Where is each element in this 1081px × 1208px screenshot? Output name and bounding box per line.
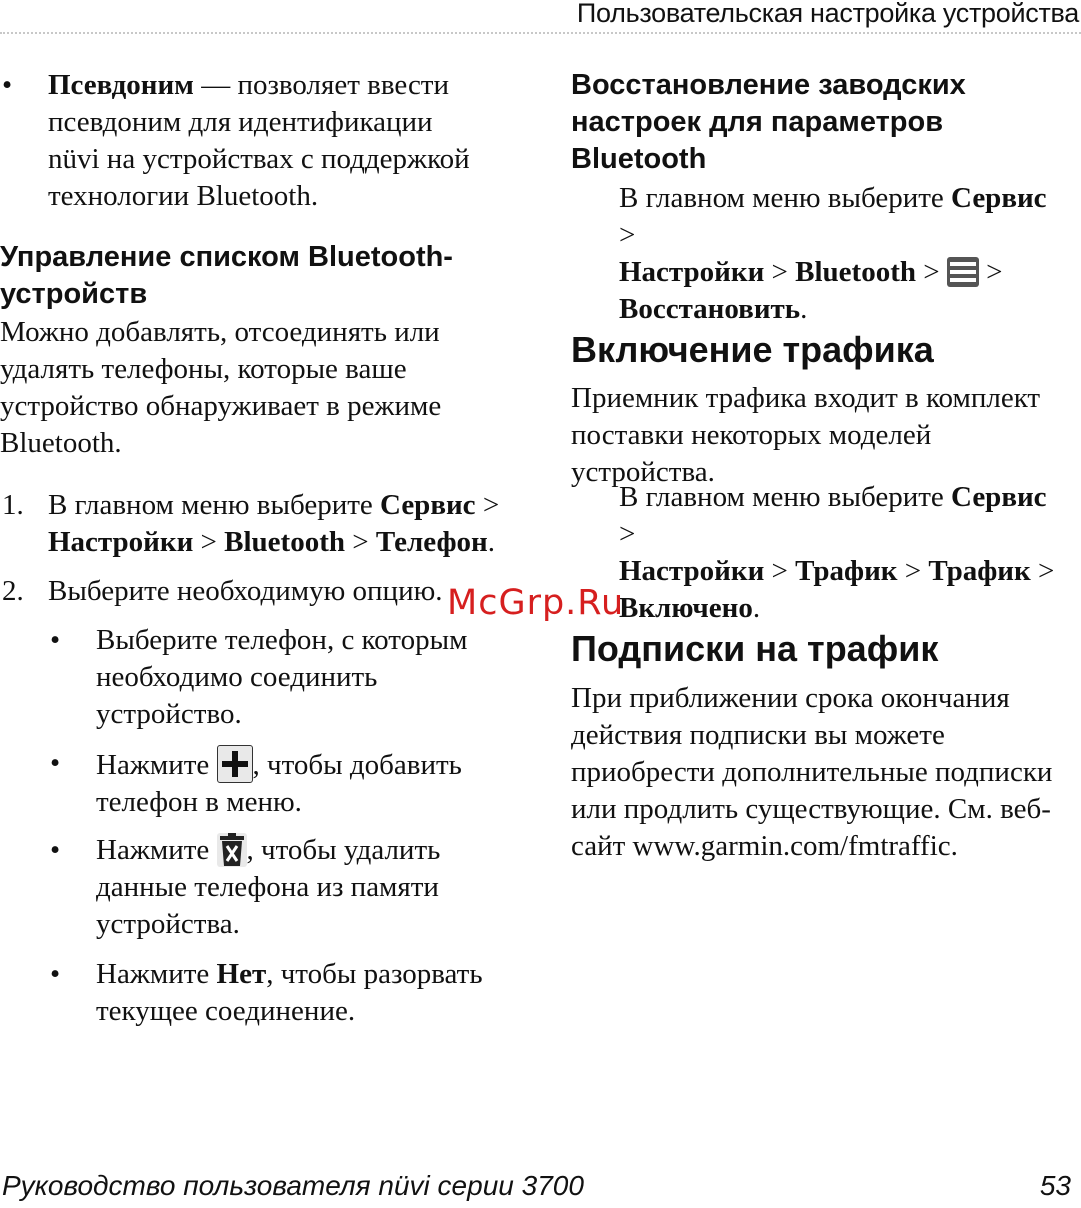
option-delete-before: Нажмите	[96, 834, 217, 866]
traffic-instruction	[619, 479, 1069, 627]
section-heading-manage: Управление списком Bluetooth-устройств	[0, 241, 453, 310]
alias-term: Псевдоним	[48, 69, 194, 101]
path-separator: >	[200, 526, 217, 558]
option-add-phone	[96, 745, 476, 821]
header-divider	[0, 32, 1081, 34]
menu-path-traffic: Трафик	[795, 555, 898, 587]
menu-path-restore: Восстановить	[619, 293, 801, 325]
restore-prefix: В главном меню выберите	[619, 182, 952, 214]
footer-manual-title: Руководство пользователя nüvi серии 3700	[2, 1170, 584, 1201]
menu-path-service: Сервис	[380, 489, 476, 521]
page-header: Пользовательская настройка устройства	[576, 0, 1079, 28]
step-1-prefix: В главном меню выберите	[48, 489, 381, 521]
path-separator: >	[923, 256, 940, 288]
menu-path-settings: Настройки	[619, 555, 765, 587]
menu-path-phone: Телефон	[375, 526, 488, 558]
option-disconnect	[96, 956, 486, 1030]
bullet-marker: •	[50, 958, 61, 990]
bullet-marker: •	[2, 69, 13, 101]
bullet-marker: •	[50, 834, 61, 866]
add-icon	[217, 745, 253, 783]
menu-icon	[947, 257, 979, 287]
option-disconnect-before: Нажмите	[96, 958, 217, 990]
step-number-1: 1.	[2, 489, 24, 521]
traffic-period: .	[752, 592, 761, 624]
section-heading-traffic: Включение трафика	[571, 329, 934, 370]
option-delete-phone	[96, 832, 476, 943]
step-number-2: 2.	[2, 575, 24, 607]
option-select-phone: Выберите телефон, с которым необходимо соединить устройство.	[96, 624, 468, 730]
option-add-after: , чтобы добавить телефон в меню.	[96, 749, 462, 818]
page-number: 53	[1039, 1170, 1071, 1201]
menu-path-settings: Настройки	[48, 526, 194, 558]
delete-icon	[217, 833, 247, 867]
traffic-prefix: В главном меню выберите	[619, 481, 952, 513]
section-heading-restore: Восстановление заводских настроек для параметров Bluetooth	[571, 69, 966, 175]
subscriptions-text: При приближении срока окончания действия подписки вы можете приобрести дополнительные подписки или продлить существующие. См. веб-сайт www.garmin.com/fmtraffic.	[571, 682, 1053, 862]
alias-bullet	[48, 67, 488, 215]
menu-path-bluetooth: Bluetooth	[224, 526, 345, 558]
manage-intro: Можно добавлять, отсоединять или удалять телефоны, которые ваше устройство обнаруживает в режиме Bluetooth.	[0, 316, 442, 459]
step-1	[48, 487, 528, 561]
option-disconnect-term: Нет	[216, 958, 267, 990]
menu-path-settings: Настройки	[619, 256, 765, 288]
section-heading-subscriptions: Подписки на трафик	[571, 628, 939, 669]
menu-path-service: Сервис	[951, 182, 1047, 214]
step-1-period: .	[487, 526, 495, 558]
menu-path-traffic: Трафик	[928, 555, 1031, 587]
path-separator: >	[352, 526, 369, 558]
path-separator: >	[619, 219, 636, 251]
watermark: McGrp.Ru	[447, 583, 625, 623]
restore-instruction	[619, 180, 1069, 328]
path-separator: >	[482, 489, 500, 521]
traffic-intro: Приемник трафика входит в комплект поставки некоторых моделей устройства.	[571, 382, 1041, 488]
menu-path-service: Сервис	[951, 481, 1047, 513]
path-separator: >	[771, 555, 788, 587]
bullet-marker: •	[50, 747, 61, 779]
option-disconnect-after: , чтобы разорвать текущее соединение.	[96, 958, 483, 1027]
menu-path-enabled: Включено	[619, 592, 753, 624]
path-separator: >	[619, 518, 636, 550]
restore-period: .	[800, 293, 808, 325]
path-separator: >	[1037, 555, 1055, 587]
option-delete-after: , чтобы удалить данные телефона из памяти устройства.	[96, 834, 441, 940]
step-2: Выберите необходимую опцию.	[48, 575, 443, 607]
path-separator: >	[986, 256, 1003, 288]
path-separator: >	[771, 256, 788, 288]
bullet-marker: •	[50, 624, 61, 656]
option-add-before: Нажмите	[96, 749, 217, 781]
menu-path-bluetooth: Bluetooth	[795, 256, 916, 288]
path-separator: >	[904, 555, 922, 587]
alias-text: — позволяет ввести псевдоним для идентификации nüvi на устройствах с поддержкой технологии Bluetooth.	[48, 69, 470, 212]
